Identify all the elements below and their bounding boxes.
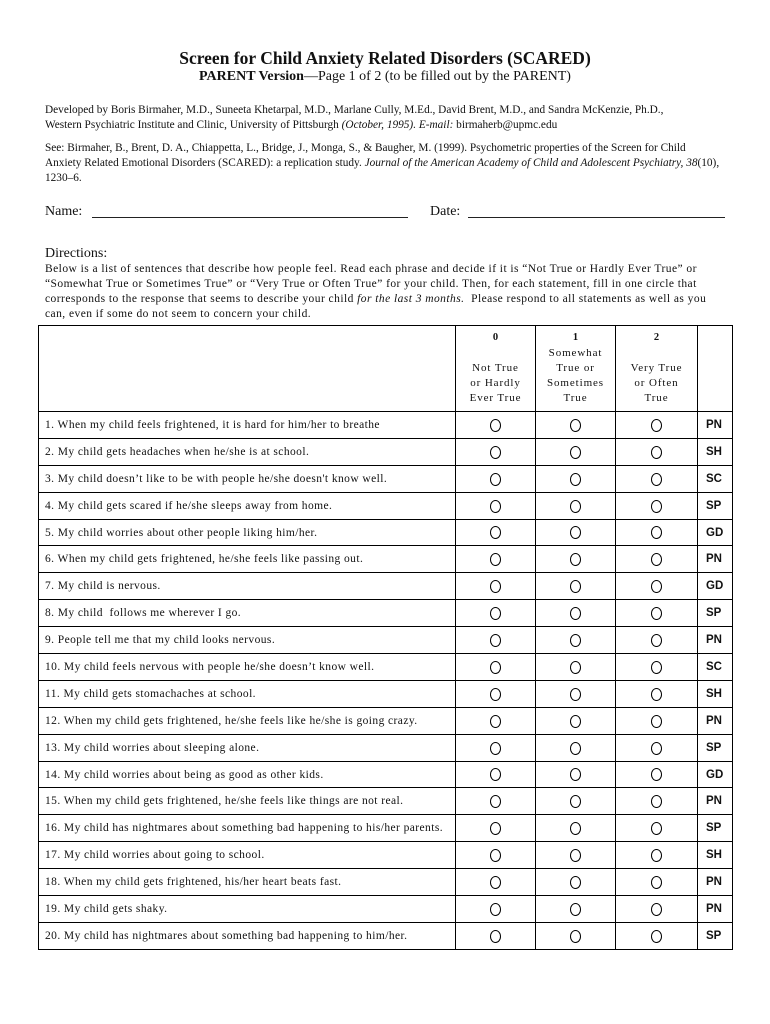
table-row (39, 896, 733, 923)
table-row (39, 546, 733, 573)
subscale-code: SP (698, 734, 733, 761)
option-header-somewhat-true (536, 326, 616, 412)
statement-text: 9. People tell me that my child looks nervous. (39, 627, 456, 654)
response-cell (536, 465, 616, 492)
response-circle-not-true[interactable] (490, 446, 501, 459)
response-circle-somewhat-true[interactable] (570, 742, 581, 755)
statement-text: 20. My child has nightmares about something bad happening to him/her. (39, 922, 456, 949)
response-circle-very-true[interactable] (651, 768, 662, 781)
statement-text: 2. My child gets headaches when he/she is at school. (39, 438, 456, 465)
response-circle-somewhat-true[interactable] (570, 526, 581, 539)
response-circle-somewhat-true[interactable] (570, 661, 581, 674)
directions-text: Please respond to all statements as well as you (464, 293, 707, 305)
statement-text: 10. My child feels nervous with people he/she doesn’t know well. (39, 654, 456, 681)
response-circle-very-true[interactable] (651, 607, 662, 620)
statement-text: 13. My child worries about sleeping alone. (39, 734, 456, 761)
score-value: 2 (653, 332, 660, 343)
response-circle-very-true[interactable] (651, 876, 662, 889)
response-cell (456, 438, 536, 465)
response-cell (536, 896, 616, 923)
response-cell (456, 707, 536, 734)
table-row (39, 627, 733, 654)
statement-text: 8. My child follows me wherever I go. (39, 600, 456, 627)
subscale-code: PN (698, 412, 733, 439)
response-cell (456, 546, 536, 573)
response-circle-not-true[interactable] (490, 930, 501, 943)
response-circle-somewhat-true[interactable] (570, 419, 581, 432)
response-circle-not-true[interactable] (490, 688, 501, 701)
response-cell (456, 412, 536, 439)
directions-line-1: Below is a list of sentences that describe how people feel. Read each phrase and decide if it is “Not True or Hardly Ever True” or (45, 263, 697, 275)
institution-text: Western Psychiatric Institute and Clinic, University of Pittsburgh (45, 119, 342, 131)
directions-line-2: “Somewhat True or Sometimes True” or “Very True or Often True” for your child. Then, for each statement, fill in one circle that (45, 278, 697, 290)
response-circle-not-true[interactable] (490, 473, 501, 486)
response-circle-very-true[interactable] (651, 930, 662, 943)
table-row (39, 412, 733, 439)
table-row (39, 922, 733, 949)
option-header-very-true (616, 326, 698, 412)
response-cell (456, 734, 536, 761)
response-circle-somewhat-true[interactable] (570, 930, 581, 943)
statement-text: 4. My child gets scared if he/she sleeps away from home. (39, 492, 456, 519)
subscale-code: PN (698, 546, 733, 573)
subscale-code: SC (698, 465, 733, 492)
subscale-code: GD (698, 519, 733, 546)
response-circle-very-true[interactable] (651, 500, 662, 513)
citation-line-2 (45, 156, 719, 171)
response-cell (616, 707, 698, 734)
document-title: Screen for Child Anxiety Related Disorders (SCARED) (179, 48, 591, 68)
table-row (39, 734, 733, 761)
response-cell (536, 519, 616, 546)
statement-text: 6. When my child gets frightened, he/she feels like passing out. (39, 546, 456, 573)
header-row (39, 326, 733, 412)
credits-line-1: Developed by Boris Birmaher, M.D., Suneeta Khetarpal, M.D., Marlane Cully, M.Ed., David Brent, M.D., and Sandra McKenzie, Ph.D., (45, 104, 664, 116)
response-cell (456, 680, 536, 707)
option-label-line: Ever True (469, 392, 522, 404)
statement-text: 18. When my child gets frightened, his/her heart beats fast. (39, 869, 456, 896)
date-email-label: (October, 1995). E-mail: (341, 119, 454, 131)
response-cell (536, 654, 616, 681)
response-circle-very-true[interactable] (651, 580, 662, 593)
response-cell (536, 438, 616, 465)
response-circle-not-true[interactable] (490, 903, 501, 916)
statement-text: 11. My child gets stomachaches at school. (39, 680, 456, 707)
subscale-code: PN (698, 707, 733, 734)
response-circle-somewhat-true[interactable] (570, 876, 581, 889)
table-row (39, 654, 733, 681)
statement-text: 12. When my child gets frightened, he/she feels like he/she is going crazy. (39, 707, 456, 734)
response-circle-very-true[interactable] (651, 661, 662, 674)
table-row (39, 842, 733, 869)
response-circle-not-true[interactable] (490, 849, 501, 862)
response-circle-not-true[interactable] (490, 500, 501, 513)
option-label-line: Not True (472, 362, 519, 374)
response-cell (536, 707, 616, 734)
date-field[interactable] (468, 217, 725, 218)
response-circle-somewhat-true[interactable] (570, 580, 581, 593)
response-circle-not-true[interactable] (490, 580, 501, 593)
response-circle-somewhat-true[interactable] (570, 715, 581, 728)
questionnaire-table (38, 325, 733, 950)
response-cell (456, 573, 536, 600)
citation-line-1: See: Birmaher, B., Brent, D. A., Chiappetta, L., Bridge, J., Monga, S., & Baugher, M. (1999). Psychometric properties of the Screen for Child (45, 142, 686, 154)
credits-line-2 (45, 118, 663, 133)
directions-heading: Directions: (45, 246, 108, 261)
response-cell (616, 680, 698, 707)
response-cell (616, 519, 698, 546)
response-cell (616, 573, 698, 600)
response-cell (616, 734, 698, 761)
response-circle-somewhat-true[interactable] (570, 768, 581, 781)
table-row (39, 600, 733, 627)
statement-text: 3. My child doesn’t like to be with people he/she doesn't know well. (39, 465, 456, 492)
table-row (39, 707, 733, 734)
journal-name: Journal of the American Academy of Child and Adolescent Psychiatry, 38 (364, 157, 698, 169)
statement-text: 16. My child has nightmares about something bad happening to his/her parents. (39, 815, 456, 842)
credits-paragraph (45, 103, 663, 133)
response-circle-somewhat-true[interactable] (570, 849, 581, 862)
response-cell (456, 922, 536, 949)
option-label (470, 361, 522, 406)
option-label (631, 361, 683, 406)
directions-line-4: can, even if some do not seem to concern your child. (45, 308, 312, 320)
response-cell (456, 788, 536, 815)
subscale-code: SH (698, 438, 733, 465)
response-cell (456, 627, 536, 654)
response-cell (616, 761, 698, 788)
subscale-code: SP (698, 922, 733, 949)
response-circle-somewhat-true[interactable] (570, 822, 581, 835)
statement-header (39, 326, 456, 412)
response-cell (616, 842, 698, 869)
response-circle-very-true[interactable] (651, 419, 662, 432)
response-circle-very-true[interactable] (651, 742, 662, 755)
response-circle-not-true[interactable] (490, 822, 501, 835)
response-circle-not-true[interactable] (490, 795, 501, 808)
response-cell (616, 438, 698, 465)
response-cell (616, 654, 698, 681)
response-cell (536, 627, 616, 654)
version-label: PARENT Version (199, 69, 304, 84)
subscale-code: PN (698, 788, 733, 815)
response-circle-very-true[interactable] (651, 634, 662, 647)
option-label-line: True (644, 392, 669, 404)
statement-text: 19. My child gets shaky. (39, 896, 456, 923)
response-circle-somewhat-true[interactable] (570, 634, 581, 647)
response-circle-not-true[interactable] (490, 607, 501, 620)
response-circle-somewhat-true[interactable] (570, 446, 581, 459)
table-row (39, 465, 733, 492)
subscale-code: GD (698, 761, 733, 788)
response-circle-not-true[interactable] (490, 715, 501, 728)
response-circle-somewhat-true[interactable] (570, 473, 581, 486)
code-header (698, 326, 733, 412)
statement-text: 17. My child worries about going to school. (39, 842, 456, 869)
table-row (39, 869, 733, 896)
response-circle-somewhat-true[interactable] (570, 607, 581, 620)
response-circle-very-true[interactable] (651, 849, 662, 862)
response-cell (536, 600, 616, 627)
table-row (39, 438, 733, 465)
response-circle-somewhat-true[interactable] (570, 553, 581, 566)
response-circle-not-true[interactable] (490, 768, 501, 781)
statement-text: 5. My child worries about other people liking him/her. (39, 519, 456, 546)
response-cell (616, 465, 698, 492)
subscale-code: SH (698, 680, 733, 707)
time-frame-text: for the last 3 months. (357, 293, 465, 305)
response-cell (456, 896, 536, 923)
response-circle-very-true[interactable] (651, 795, 662, 808)
response-circle-very-true[interactable] (651, 473, 662, 486)
option-label-line: or Hardly (470, 377, 521, 389)
directions-line-3 (45, 292, 706, 307)
response-circle-not-true[interactable] (490, 742, 501, 755)
directions-paragraph (45, 262, 706, 322)
response-cell (616, 815, 698, 842)
response-cell (616, 869, 698, 896)
response-cell (456, 492, 536, 519)
subscale-code: SC (698, 654, 733, 681)
response-cell (536, 869, 616, 896)
option-header-not-true (456, 326, 536, 412)
response-cell (616, 788, 698, 815)
response-cell (456, 761, 536, 788)
option-label (547, 346, 604, 406)
response-circle-not-true[interactable] (490, 526, 501, 539)
response-cell (536, 788, 616, 815)
response-cell (456, 519, 536, 546)
table-row (39, 492, 733, 519)
table-row (39, 519, 733, 546)
response-circle-very-true[interactable] (651, 715, 662, 728)
response-cell (536, 922, 616, 949)
subscale-code: SP (698, 492, 733, 519)
response-circle-not-true[interactable] (490, 553, 501, 566)
response-cell (616, 600, 698, 627)
response-circle-somewhat-true[interactable] (570, 795, 581, 808)
response-cell (616, 492, 698, 519)
subscale-code: PN (698, 627, 733, 654)
response-cell (536, 734, 616, 761)
response-cell (456, 815, 536, 842)
statement-text: 15. When my child gets frightened, he/she feels like things are not real. (39, 788, 456, 815)
response-cell (456, 869, 536, 896)
subscale-code: GD (698, 573, 733, 600)
date-label: Date: (430, 204, 461, 219)
option-label-line: Sometimes (547, 377, 604, 389)
option-label-line: Very True (630, 362, 683, 374)
subscale-code: PN (698, 896, 733, 923)
response-cell (616, 412, 698, 439)
page-info: —Page 1 of 2 (to be filled out by the PARENT) (303, 69, 571, 84)
response-cell (456, 600, 536, 627)
response-circle-not-true[interactable] (490, 634, 501, 647)
statement-text: 14. My child worries about being as good as other kids. (39, 761, 456, 788)
table-row (39, 680, 733, 707)
response-circle-somewhat-true[interactable] (570, 903, 581, 916)
email-address: birmaherb@upmc.edu (453, 119, 558, 131)
response-cell (536, 761, 616, 788)
response-circle-very-true[interactable] (651, 903, 662, 916)
table-row (39, 815, 733, 842)
response-cell (536, 680, 616, 707)
citation-line-3: 1230–6. (45, 172, 82, 184)
table-row (39, 788, 733, 815)
response-cell (536, 412, 616, 439)
response-cell (536, 492, 616, 519)
response-circle-somewhat-true[interactable] (570, 500, 581, 513)
response-cell (456, 654, 536, 681)
response-cell (616, 922, 698, 949)
response-circle-somewhat-true[interactable] (570, 688, 581, 701)
name-label: Name: (45, 204, 83, 219)
response-circle-very-true[interactable] (651, 688, 662, 701)
response-cell (536, 815, 616, 842)
response-cell (536, 546, 616, 573)
name-field[interactable] (92, 217, 408, 218)
subscale-code: SP (698, 815, 733, 842)
statement-rows (39, 412, 733, 950)
option-label-line: True or (556, 362, 595, 374)
response-circle-very-true[interactable] (651, 446, 662, 459)
response-circle-very-true[interactable] (651, 822, 662, 835)
response-cell (456, 842, 536, 869)
statement-text: 1. When my child feels frightened, it is hard for him/her to breathe (39, 412, 456, 439)
subscale-code: SP (698, 600, 733, 627)
response-circle-not-true[interactable] (490, 876, 501, 889)
option-label-line: or Often (634, 377, 679, 389)
subscale-code: PN (698, 869, 733, 896)
journal-issue: (10), (697, 157, 720, 169)
response-circle-very-true[interactable] (651, 553, 662, 566)
table-row (39, 761, 733, 788)
option-label-line: True (563, 392, 588, 404)
response-cell (536, 842, 616, 869)
response-circle-not-true[interactable] (490, 419, 501, 432)
response-circle-not-true[interactable] (490, 661, 501, 674)
response-cell (616, 896, 698, 923)
document-subtitle (0, 68, 770, 86)
citation-paragraph (45, 141, 719, 186)
response-cell (616, 546, 698, 573)
score-value: 1 (572, 332, 579, 343)
score-value: 0 (492, 332, 499, 343)
directions-text: corresponds to the response that seems to describe your child (45, 293, 358, 305)
response-circle-very-true[interactable] (651, 526, 662, 539)
citation-text: Anxiety Related Emotional Disorders (SCARED): a replication study. (45, 157, 365, 169)
table-row (39, 573, 733, 600)
subscale-code: SH (698, 842, 733, 869)
option-label-line: Somewhat (548, 347, 603, 359)
response-cell (456, 465, 536, 492)
response-cell (616, 627, 698, 654)
statement-text: 7. My child is nervous. (39, 573, 456, 600)
response-cell (536, 573, 616, 600)
